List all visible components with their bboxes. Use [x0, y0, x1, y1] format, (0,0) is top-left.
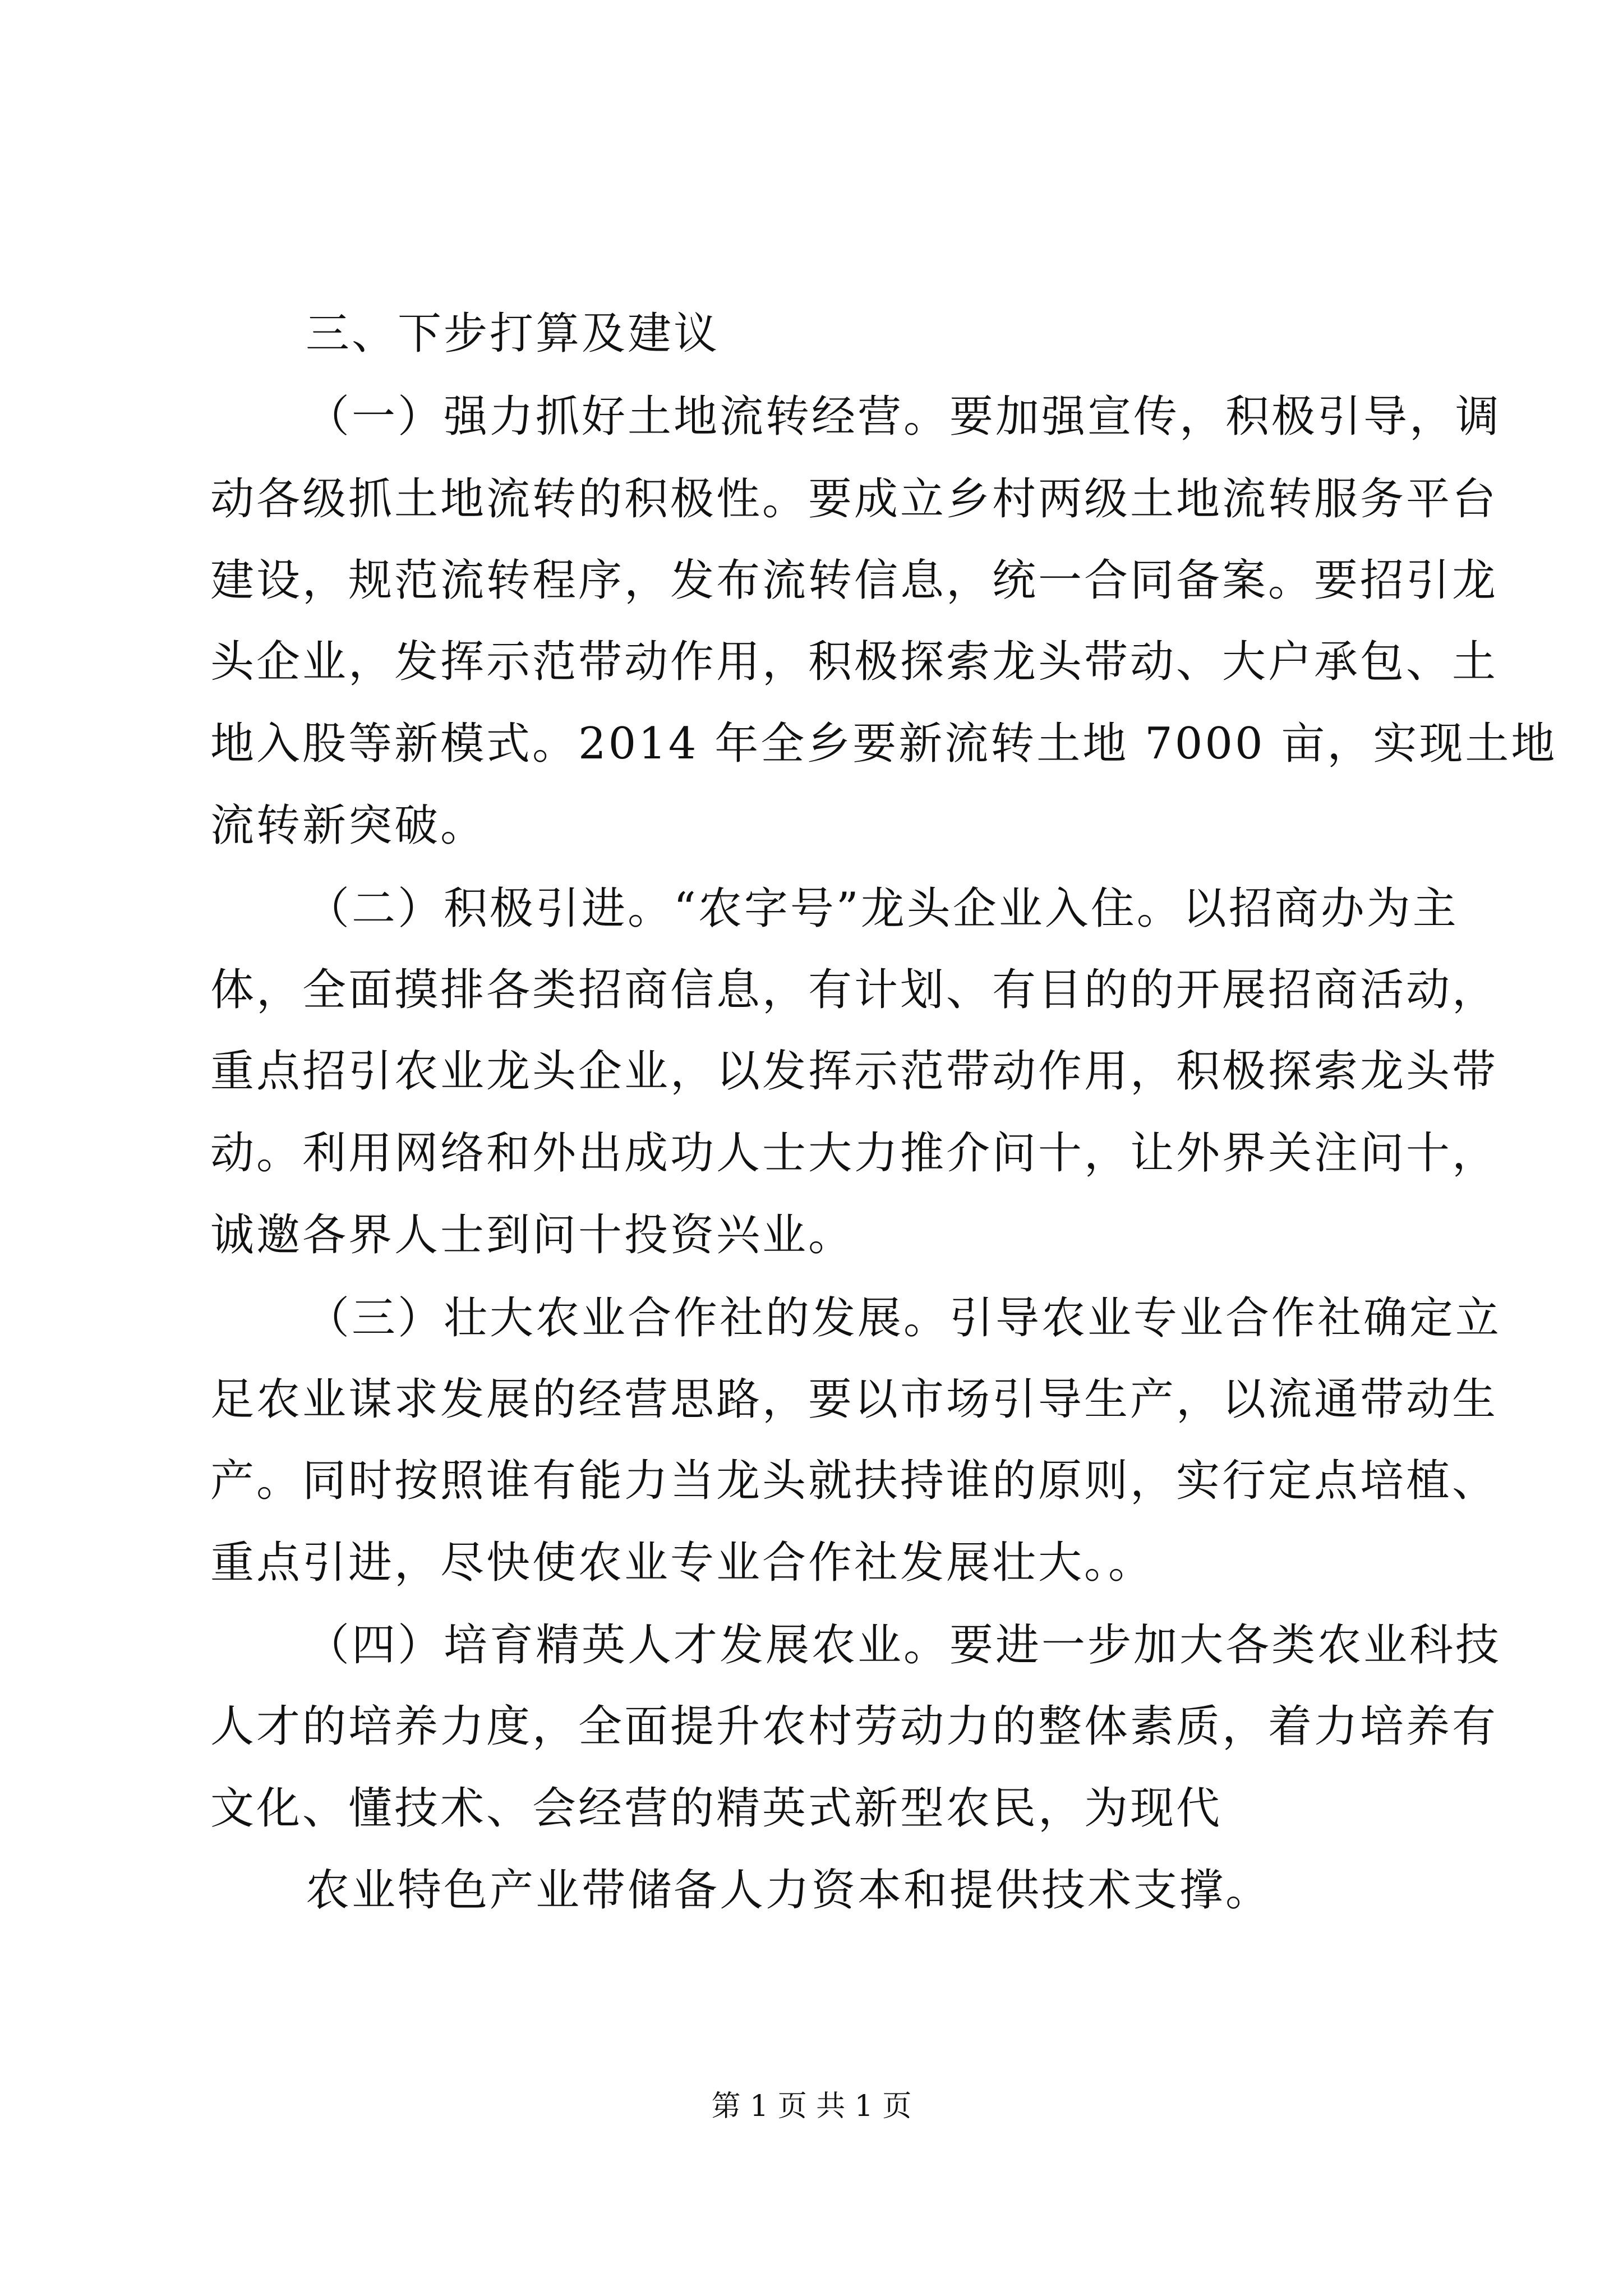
paragraph-line: 文化、懂技术、会经营的精英式新型农民，为现代 — [210, 1783, 1223, 1834]
paragraph-line: 流转新突破。 — [210, 800, 487, 851]
paragraph-line: 体，全面摸排各类招商信息，有计划、有目的的开展招商活动， — [210, 965, 1498, 1015]
paragraph-line: 重点引进，尽快使农业专业合作社发展壮大。。 — [210, 1538, 1155, 1588]
paragraph-line: （四）培育精英人才发展农业。要进一步加大各类农业科技 — [306, 1620, 1502, 1671]
paragraph-line: 诚邀各界人士到问十投资兴业。 — [210, 1210, 855, 1260]
paragraph-line: 产。同时按照谁有能力当龙头就扶持谁的原则，实行定点培植、 — [210, 1456, 1498, 1506]
paragraph-line: 动。利用网络和外出成功人士大力推介问十，让外界关注问十， — [210, 1128, 1498, 1179]
paragraph-line: （三）壮大农业合作社的发展。引导农业专业合作社确定立 — [306, 1293, 1502, 1343]
section-heading: 三、下步打算及建议 — [306, 309, 720, 359]
page-footer: 第 1 页 共 1 页 — [711, 2090, 912, 2123]
paragraph-line: （一）强力抓好土地流转经营。要加强宣传，积极引导，调 — [306, 392, 1502, 442]
paragraph-line: 农业特色产业带储备人力资本和提供技术支撑。 — [306, 1865, 1272, 1916]
paragraph-line: 头企业，发挥示范带动作用，积极探索龙头带动、大户承包、土 — [210, 637, 1498, 687]
paragraph-line: 建设，规范流转程序，发布流转信息，统一合同备案。要招引龙 — [210, 555, 1498, 606]
paragraph-line: （二）积极引进。“农字号”龙头企业入住。以招商办为主 — [306, 884, 1459, 934]
paragraph-line: 动各级抓土地流转的积极性。要成立乡村两级土地流转服务平台 — [210, 474, 1498, 524]
paragraph-line: 人才的培养力度，全面提升农村劳动力的整体素质，着力培养有 — [210, 1701, 1498, 1752]
paragraph-line: 重点招引农业龙头企业，以发挥示范带动作用，积极探索龙头带 — [210, 1046, 1498, 1097]
paragraph-line: 足农业谋求发展的经营思路，要以市场引导生产，以流通带动生 — [210, 1374, 1498, 1425]
paragraph-line: 地入股等新模式。2014 年全乡要新流转土地 7000 亩，实现土地 — [210, 719, 1557, 769]
